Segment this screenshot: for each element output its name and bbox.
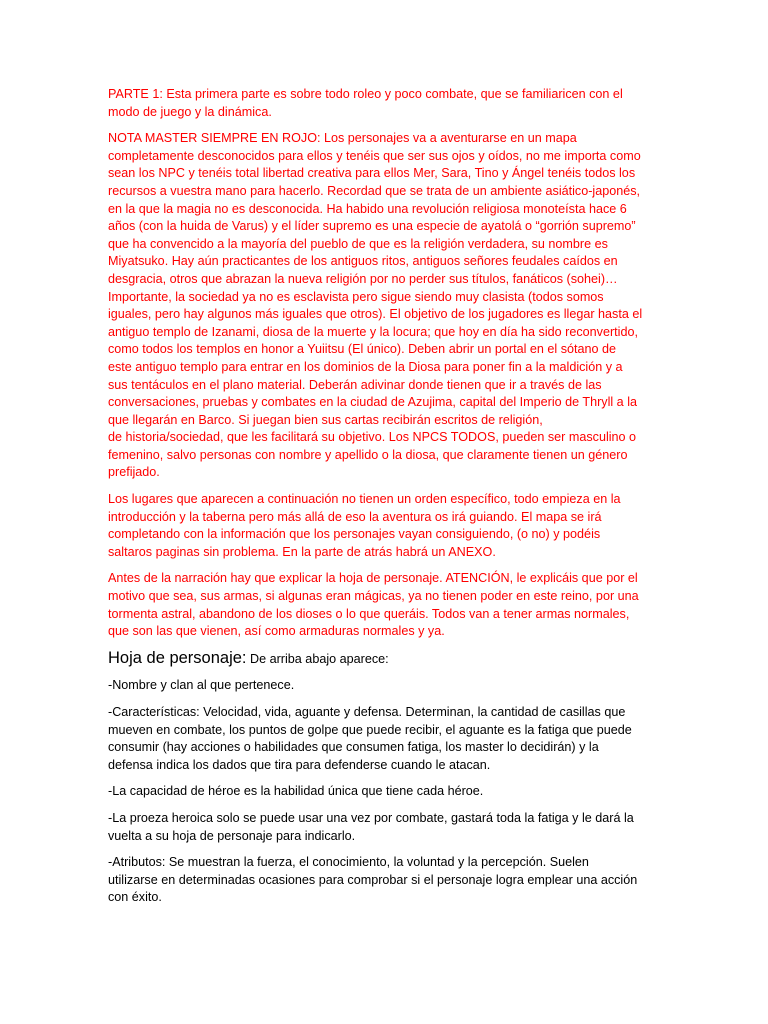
section-heading: Hoja de personaje: <box>108 648 247 667</box>
caracteristicas-item: -Características: Velocidad, vida, aguante y defensa. Determinan, la cantidad de casillas que mueven en combate, los puntos de golpe que puede recibir, el aguante es la fatiga que puede consumir (hay acciones o habilidades que consumen fatiga, los master lo decidirán) y la defensa indica los dados que tira para defenderse cuando le atacan. <box>108 705 632 772</box>
hoja-personaje-heading-line <box>108 650 660 669</box>
nombre-clan-item: -Nombre y clan al que pertenece. <box>108 678 295 693</box>
section-heading-suffix: De arriba abajo aparece: <box>246 651 389 666</box>
parte-1-paragraph: PARTE 1: Esta primera parte es sobre todo roleo y poco combate, que se familiaricen con el modo de juego y la dinámica. <box>108 87 623 119</box>
atributos-item: -Atributos: Se muestran la fuerza, el conocimiento, la voluntad y la percepción. Suelen utilizarse en determinadas ocasiones para comprobar si el personaje logra emplear una acción con éxito. <box>108 855 638 905</box>
proeza-heroica-item: -La proeza heroica solo se puede usar una vez por combate, gastará toda la fatiga y le dará la vuelta a su hoja de personaje para indicarlo. <box>108 810 634 843</box>
lugares-paragraph: Los lugares que aparecen a continuación no tienen un orden específico, todo empieza en la introducción y la taberna pero más allá de eso la aventura os irá guiando. El mapa se irá completando con la información que los personajes vayan consiguiendo, (o no) y podéis saltaros paginas sin problema. En la parte de atrás habrá un ANEXO. <box>108 492 621 559</box>
antes-narracion-paragraph: Antes de la narración hay que explicar la hoja de personaje. ATENCIÓN, le explicáis que por el motivo que sea, sus armas, si algunas eran mágicas, ya no tienen poder en este reino, por una tormenta astral, abandono de los dioses o lo que queráis. Todos van a tener armas normales, que son las que vienen, así como armaduras normales y ya. <box>108 571 639 639</box>
document-page <box>108 86 660 916</box>
nota-master-paragraph: NOTA MASTER SIEMPRE EN ROJO: Los personajes va a aventurarse en un mapa completamente desconocidos para ellos y tenéis que ser sus ojos y oídos, no me importa como sean los NPC y tenéis total libertad creativa para ellos Mer, Sara, Tino y Ángel tenéis todos los recursos a vuestra mano para hacerlo. Recordad que se trata de un ambiente asiático-japonés, en la que la magia no es desconocida. Ha habido una revolución religiosa monoteísta hace 6 años (con la huida de Varus) y el líder supremo es una especie de ayatolá o “gorrión supremo” que ha convencido a la mayoría del pueblo de que es la religión verdadera, su nombre es Miyatsuko. Hay aún practicantes de los antiguos ritos, antiguos señores feudales caídos en desgracia, otros que abrazan la nueva religión por no perder sus títulos, fanáticos (sohei)… Importante, la sociedad ya no es esclavista pero sigue siendo muy clasista (todos somos iguales, pero hay algunos más iguales que otros). El objetivo de los jugadores es llegar hasta el antiguo templo de Izanami, diosa de la muerte y la locura; que hoy en día ha sido reconvertido, como todos los templos en honor a Yuiitsu (El único). Deben abrir un portal en el sótano de este antiguo templo para entrar en los dominios de la Diosa para poner fin a la maldición y a sus tentáculos en el plano material. Deberán adivinar donde tienen que ir a través de las conversaciones, pruebas y combates en la ciudad de Azujima, capital del Imperio de Thryll a la que llegarán en Barco. Si juegan bien sus cartas recibirán escritos de religión, de historia/sociedad, que les facilitará su objetivo. Los NPCS TODOS, pueden ser masculino o femenino, salvo personas con nombre y apellido o la diosa, que claramente tienen un género prefijado. <box>108 131 643 480</box>
capacidad-heroe-item: -La capacidad de héroe es la habilidad única que tiene cada héroe. <box>108 784 484 799</box>
